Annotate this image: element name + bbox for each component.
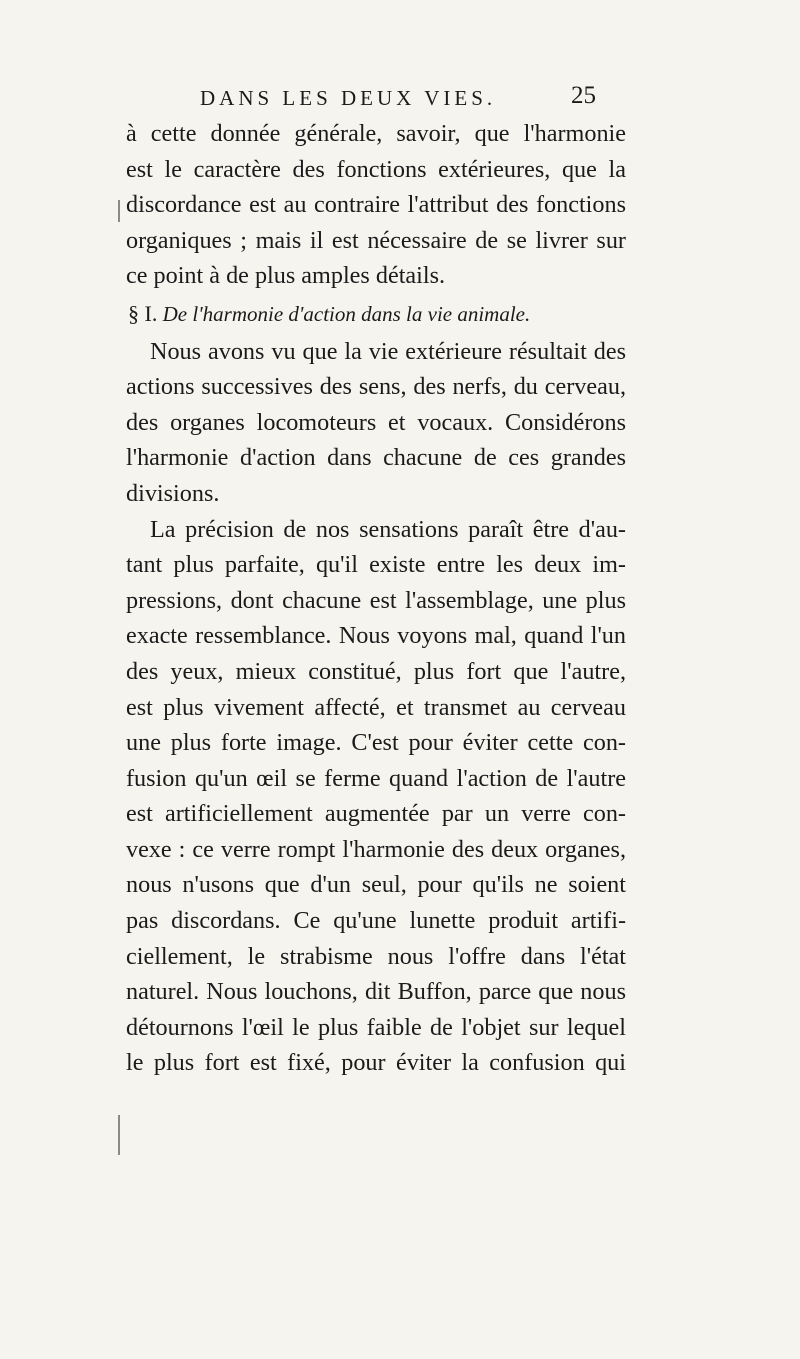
paragraph-3 (126, 512, 626, 1082)
paragraph-1 (126, 116, 626, 294)
text-line: nous n'usons que d'un seul, pour qu'ils ne soient (126, 871, 626, 899)
paragraph-2 (126, 334, 626, 512)
section-title: De l'harmonie d'action dans la vie animale. (162, 301, 531, 326)
text-line: discordance est au contraire l'attribut des fonctions (126, 191, 626, 219)
text-line: est le caractère des fonctions extérieures, que la (126, 155, 626, 183)
text-line: des yeux, mieux constitué, plus fort que l'autre, (126, 657, 626, 685)
text-line: des organes locomoteurs et vocaux. Considérons (126, 408, 626, 436)
page-number: 25 (571, 82, 596, 109)
margin-mark-lower (118, 1115, 120, 1155)
text-line: à cette donnée générale, savoir, que l'harmonie (126, 120, 626, 147)
text-line: organiques ; mais il est nécessaire de se livrer sur (126, 226, 626, 254)
text-line: divisions. (126, 479, 220, 507)
text-line: vexe : ce verre rompt l'harmonie des deux organes, (126, 835, 626, 863)
text-line: Nous avons vu que la vie extérieure résultait des (150, 337, 626, 365)
text-line: le plus fort est fixé, pour éviter la confusion qui (126, 1049, 626, 1077)
text-line: une plus forte image. C'est pour éviter cette con- (126, 729, 626, 757)
text-line: est artificiellement augmentée par un verre con- (126, 800, 626, 828)
text-line: fusion qu'un œil se ferme quand l'action de l'autre (126, 764, 626, 792)
text-line: détournons l'œil le plus faible de l'objet sur lequel (126, 1013, 626, 1041)
section-heading (126, 296, 626, 332)
text-line: actions successives des sens, des nerfs, du cerveau, (126, 373, 626, 401)
text-line: naturel. Nous louchons, dit Buffon, parce que nous (126, 978, 626, 1006)
margin-mark-upper (118, 200, 120, 222)
text-line: pressions, dont chacune est l'assemblage, une plus (126, 586, 626, 614)
text-line: est plus vivement affecté, et transmet au cerveau (126, 693, 626, 721)
text-line: pas discordans. Ce qu'une lunette produit artifi- (126, 907, 626, 935)
text-line: tant plus parfaite, qu'il existe entre les deux im- (126, 551, 626, 579)
text-line: l'harmonie d'action dans chacune de ces grandes (126, 444, 626, 472)
running-head: DANS LES DEUX VIES. (200, 86, 497, 110)
section-mark: § I. (128, 300, 158, 326)
text-line: ciellement, le strabisme nous l'offre dans l'état (126, 942, 626, 970)
text-line: exacte ressemblance. Nous voyons mal, quand l'un (126, 622, 626, 650)
text-line: La précision de nos sensations paraît être d'au- (150, 515, 626, 543)
text-line: ce point à de plus amples détails. (126, 262, 446, 290)
body-text (126, 116, 626, 1081)
